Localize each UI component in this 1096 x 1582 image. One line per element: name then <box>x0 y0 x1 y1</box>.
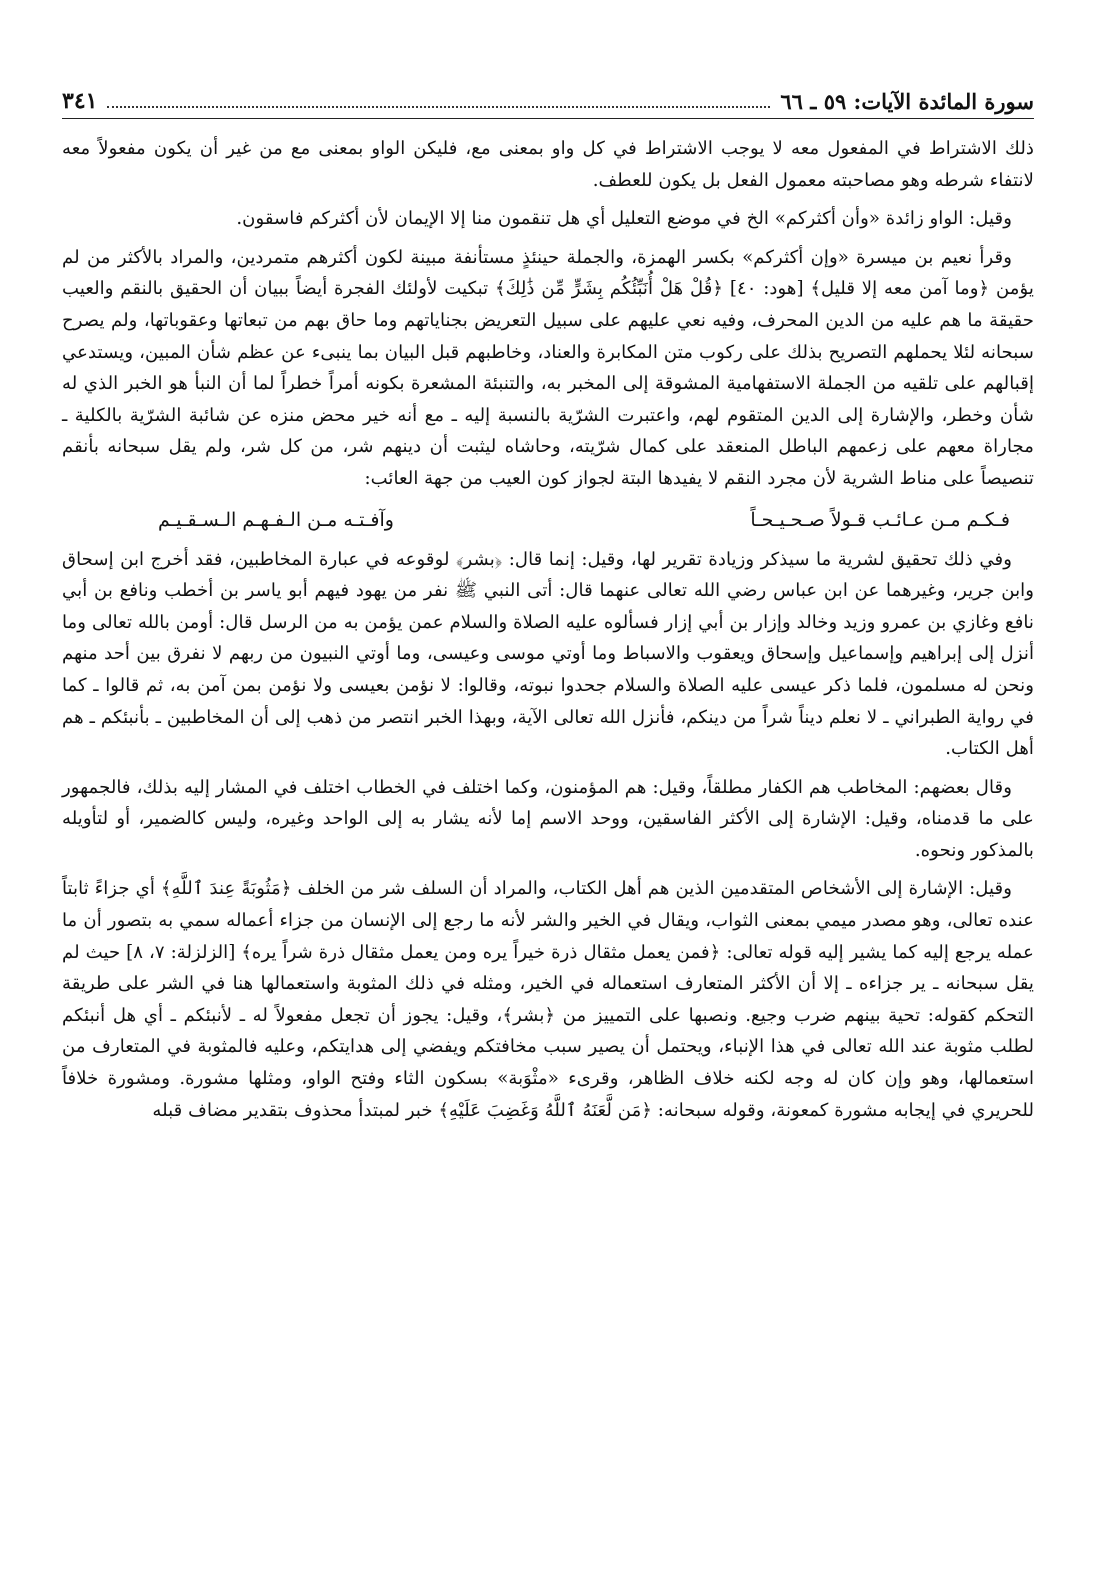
running-header <box>62 78 1034 119</box>
verse-second-hemistich: وآفـتـه مـن الـفـهـم الـسـقـيـم <box>158 508 394 531</box>
paragraph: وقال بعضهم: المخاطب هم الكفار مطلقاً، وقيل: هم المؤمنون، وكما اختلف في الخطاب اختلف في المشار إليه بذلك، فالجمهور على ما قدمناه، وقيل: الإشارة إلى الأكثر الفاسقين، ووحد الاسم إما لأنه يشار به إلى الواحد وغيره، وليس كالضمير، أو لتأويله بالمذكور ونحوه. <box>62 776 1034 861</box>
header-dot-leader <box>107 105 770 108</box>
paragraph: وفي ذلك تحقيق لشرية ما سيذكر وزيادة تقرير لها، وقيل: إنما قال: ﴿بشر﴾ لوقوعه في عبارة المخاطبين، فقد أخرج ابن إسحاق وابن جرير، وغيرهما عن ابن عباس رضي الله تعالى عنهما قال: أتى النبي ﷺ نفر من يهود فيهم أبو ياسر بن أخطب ونافع بن أبي نافع وغازي بن عمرو وزيد وخالد وإزار بن أبي إزار فسألوه عليه الصلاة والسلام عمن يؤمن به من الرسل قال: أومن بالله تعالى وما أنزل إلى إبراهيم وإسماعيل وإسحاق ويعقوب والاسباط وما أوتي موسى وعيسى، وما أوتي النبيون من ربهم لا نفرق بين أحد منهم ونحن له مسلمون، فلما ذكر عيسى عليه الصلاة والسلام جحدوا نبوته، وقالوا: لا نؤمن بعيسى ولا نؤمن بمن آمن به، ثم قالوا ـ كما في رواية الطبراني ـ لا نعلم ديناً شراً من دينكم، فأنزل الله تعالى الآية، وبهذا الخبر انتصر من ذهب إلى أن المخاطبين ـ بأنبئكم ـ هم أهل الكتاب. <box>62 548 1034 760</box>
paragraph: ذلك الاشتراط في المفعول معه لا يوجب الاشتراط في كل واو بمعنى مع، فليكن الواو بمعنى مع من غير أن يكون مفعولاً معه لانتفاء شرطه وهو مصاحبته معمول الفعل بل يكون للعطف. <box>62 138 1034 191</box>
book-page <box>62 78 1034 1568</box>
page-body <box>62 133 1034 1126</box>
page-number: ٣٤١ <box>62 88 98 114</box>
verse-first-hemistich: فـكـم مـن عـائـب قـولاً صـحـيـحـاً <box>750 508 1010 531</box>
poetry-verse <box>62 502 1034 544</box>
surah-title: سورة المائدة الآيات: ٥٩ ـ ٦٦ <box>780 89 1034 114</box>
paragraph: وقيل: الواو زائدة «وأن أكثركم» الخ في موضع التعليل أي هل تنقمون منا إلا الإيمان لأن أكثركم فاسقون. <box>236 208 1012 230</box>
paragraph: وقيل: الإشارة إلى الأشخاص المتقدمين الذين هم أهل الكتاب، والمراد أن السلف شر من الخلف ﴿مَثُوبَةً عِندَ ٱللَّهِ﴾ أي جزاءً ثابتاً عنده تعالى، وهو مصدر ميمي بمعنى الثواب، ويقال في الخير والشر لأنه ما رجع إلى الإنسان من جزاء أعماله سمي به بتصور أن ما عمله يرجع إليه كما يشير إليه قوله تعالى: ﴿فمن يعمل مثقال ذرة خيراً يره ومن يعمل مثقال ذرة شراً يره﴾ [الزلزلة: ٧، ٨] حيث لم يقل سبحانه ـ ير جزاءه ـ إلا أن الأكثر المتعارف استعماله في الخير، ومثله في ذلك المثوبة واستعمالها هنا في الشر على طريقة التحكم كقوله: تحية بينهم ضرب وجيع. ونصبها على التمييز من ﴿بشر﴾، وقيل: يجوز أن تجعل مفعولاً له ـ لأنبئكم ـ أي هل أنبئكم لطلب مثوبة عند الله تعالى في هذا الإنباء، ويحتمل أن يصير سبب مخافتكم ويفضي إلى هدايتكم، وعليه فالمثوبة في المتعارف من استعمالها، وهو وإن كان له وجه لكنه خلاف الظاهر، وقرىء «مثْوَبة» بسكون الثاء وفتح الواو، ومثلها مشورة. ومشورة خلافاً للحريري في إيجابه مشورة كمعونة، وقوله سبحانه: ﴿مَن لَّعَنَهُ ٱللَّهُ وَغَضِبَ عَلَيْهِ﴾ خبر لمبتدأ محذوف بتقدير مضاف قبله <box>62 878 1034 1121</box>
paragraph: وقرأ نعيم بن ميسرة «وإن أكثركم» بكسر الهمزة، والجملة حينئذٍ مستأنفة مبينة لكون أكثرهم متمردين، والمراد بالأكثر من لم يؤمن ﴿وما آمن معه إلا قليل﴾ [هود: ٤٠] ﴿قُلْ هَلْ أُنَبِّئُكُم بِشَرٍّ مِّن ذَٰلِكَ﴾ تبكيت لأولئك الفجرة أيضاً ببيان أن الحقيق بالنقم والعيب حقيقة ما هم عليه من الدين المحرف، وفيه نعي عليهم على سبيل التعريض بجناياتهم وما حاق بهم من تبعاتها وعقوباتها، ولم يصرح سبحانه لئلا يحملهم التصريح بذلك على ركوب متن المكابرة والعناد، وخاطبهم قبل البيان بما ينبىء عن عظم شأن المبين، ويستدعي إقبالهم على تلقيه من الجملة الاستفهامية المشوقة إلى المخبر به، والتنبئة المشعرة بكونه أمراً خطراً لما أن النبأ هو الخبر الذي له شأن وخطر، والإشارة إلى الدين المتقوم لهم، واعتبرت الشرّية بالنسبة إليه ـ مع أنه خير محض منزه عن شائبة الشرّية بالكلية ـ مجاراة معهم على زعمهم الباطل المنعقد على كمال شرّيته، وحاشاه ليثبت أن دينهم شر، من كل شر، ولم يقل سبحانه بأنقم تنصيصاً على مناط الشرية لأن مجرد النقم لا يفيدها البتة لجواز كون العيب من جهة العائب: <box>62 246 1034 489</box>
